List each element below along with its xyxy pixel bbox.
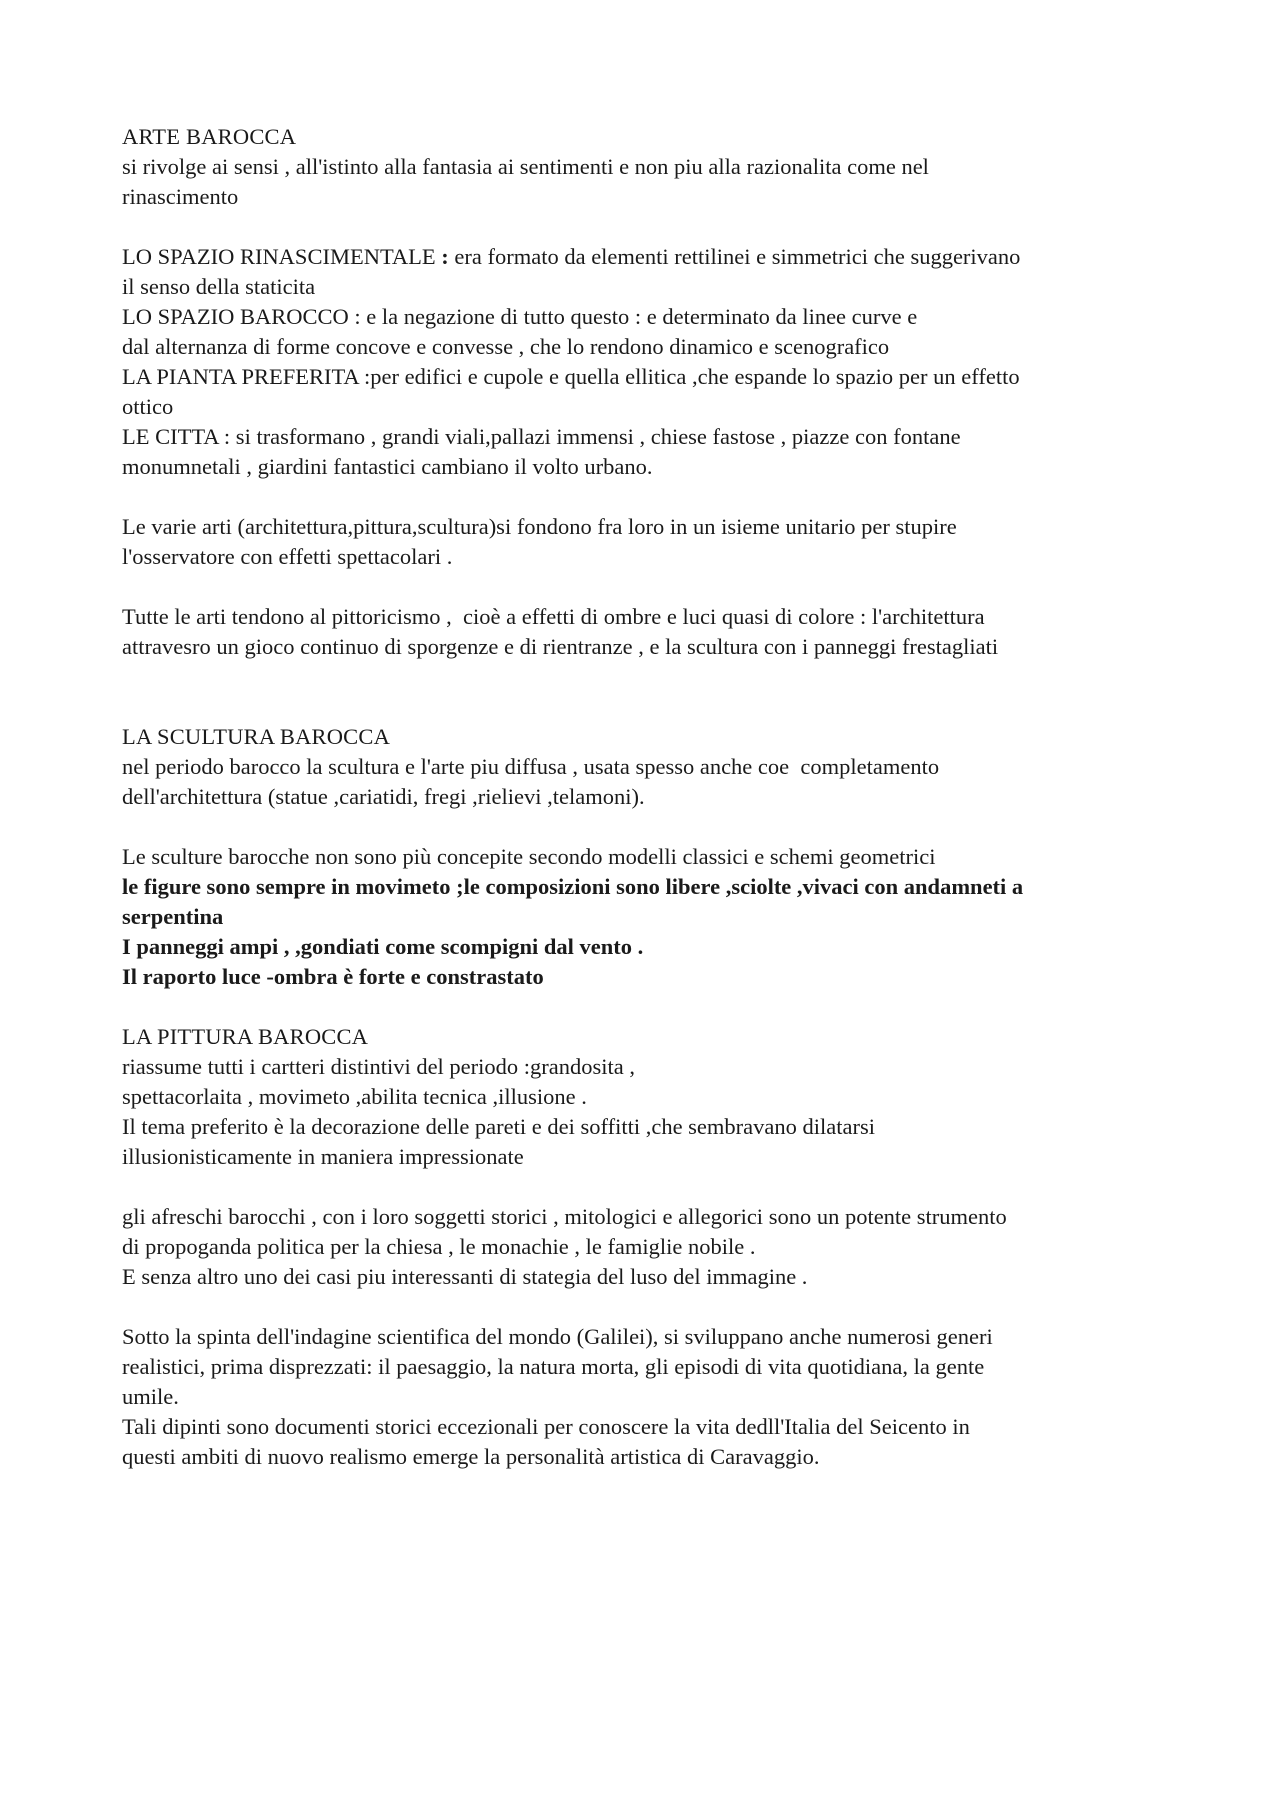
paragraph-line: Sotto la spinta dell'indagine scientifica del mondo (Galilei), si sviluppano anche numerosi generi	[122, 1324, 993, 1349]
paragraph-line: LA PIANTA PREFERITA :per edifici e cupole e quella ellitica ,che espande lo spazio per un effetto	[122, 364, 1020, 389]
bold-line: I panneggi ampi , ,gondiati come scompigni dal vento .	[122, 934, 644, 959]
blank-line	[122, 992, 1182, 1022]
paragraph-line: spettacorlaita , movimeto ,abilita tecnica ,illusione .	[122, 1084, 587, 1109]
document-body	[122, 122, 1182, 1472]
blank-line	[122, 572, 1182, 602]
blank-line	[122, 1172, 1182, 1202]
paragraph-line: Il tema preferito è la decorazione delle pareti e dei soffitti ,che sembravano dilatarsi	[122, 1114, 875, 1139]
blank-line	[122, 212, 1182, 242]
blank-line	[122, 812, 1182, 842]
paragraph-line: gli afreschi barocchi , con i loro soggetti storici , mitologici e allegorici sono un potente strumento	[122, 1204, 1007, 1229]
paragraph-line: ottico	[122, 394, 174, 419]
paragraph-line: Tutte le arti tendono al pittoricismo , cioè a effetti di ombre e luci quasi di colore : l'architettura	[122, 604, 985, 629]
bold-line: Il raporto luce -ombra è forte e constrastato	[122, 964, 544, 989]
paragraph-line: riassume tutti i cartteri distintivi del periodo :grandosita ,	[122, 1054, 636, 1079]
paragraph-line: dell'architettura (statue ,cariatidi, fregi ,rielievi ,telamoni).	[122, 784, 645, 809]
section-title-pittura: LA PITTURA BAROCCA	[122, 1024, 369, 1049]
blank-line	[122, 1292, 1182, 1322]
paragraph-line: questi ambiti di nuovo realismo emerge la personalità artistica di Caravaggio.	[122, 1444, 820, 1469]
paragraph-line: l'osservatore con effetti spettacolari .	[122, 544, 453, 569]
paragraph-line: Tali dipinti sono documenti storici eccezionali per conoscere la vita dedll'Italia del Seicento in	[122, 1414, 970, 1439]
bold-line: le figure sono sempre in movimeto ;le composizioni sono libere ,sciolte ,vivaci con andamneti a	[122, 874, 1024, 899]
paragraph-line: attravesro un gioco continuo di sporgenze e di rientranze , e la scultura con i panneggi frestagliati	[122, 634, 999, 659]
paragraph-line: dal alternanza di forme concove e convesse , che lo rendono dinamico e scenografico	[122, 334, 890, 359]
paragraph-line: Le sculture barocche non sono più concepite secondo modelli classici e schemi geometrici	[122, 844, 936, 869]
paragraph-line: LE CITTA : si trasformano , grandi viali,pallazi immensi , chiese fastose , piazze con fontane	[122, 424, 961, 449]
spazio-rinascimentale-line	[122, 242, 1182, 272]
spazio-rinascimentale-colon: :	[435, 244, 449, 269]
paragraph-line: E senza altro uno dei casi piu interessanti di stategia del luso del immagine .	[122, 1264, 808, 1289]
paragraph-line: monumnetali , giardini fantastici cambiano il volto urbano.	[122, 454, 653, 479]
paragraph-line: di propoganda politica per la chiesa , le monachie , le famiglie nobile .	[122, 1234, 756, 1259]
paragraph-line: LO SPAZIO BAROCCO : e la negazione di tutto questo : e determinato da linee curve e	[122, 304, 918, 329]
paragraph-line: realistici, prima disprezzati: il paesaggio, la natura morta, gli episodi di vita quotidiana, la gente	[122, 1354, 985, 1379]
paragraph-line: si rivolge ai sensi , all'istinto alla fantasia ai sentimenti e non piu alla razionalita come nel	[122, 154, 929, 179]
paragraph-line: rinascimento	[122, 184, 239, 209]
bold-line: serpentina	[122, 904, 224, 929]
blank-line	[122, 482, 1182, 512]
paragraph-line: nel periodo barocco la scultura e l'arte piu diffusa , usata spesso anche coe completamento	[122, 754, 940, 779]
paragraph-line: illusionisticamente in maniera impressionate	[122, 1144, 524, 1169]
paragraph-line: umile.	[122, 1384, 179, 1409]
section-title-scultura: LA SCULTURA BAROCCA	[122, 724, 391, 749]
section-title-arte-barocca: ARTE BAROCCA	[122, 124, 297, 149]
blank-line	[122, 662, 1182, 722]
spazio-rinascimentale-label: LO SPAZIO RINASCIMENTALE	[122, 244, 436, 269]
spazio-rinascimentale-text: era formato da elementi rettilinei e simmetrici che suggerivano	[448, 244, 1021, 269]
paragraph-line: Le varie arti (architettura,pittura,scultura)si fondono fra loro in un isieme unitario per stupire	[122, 514, 957, 539]
paragraph-line: il senso della staticita	[122, 274, 316, 299]
